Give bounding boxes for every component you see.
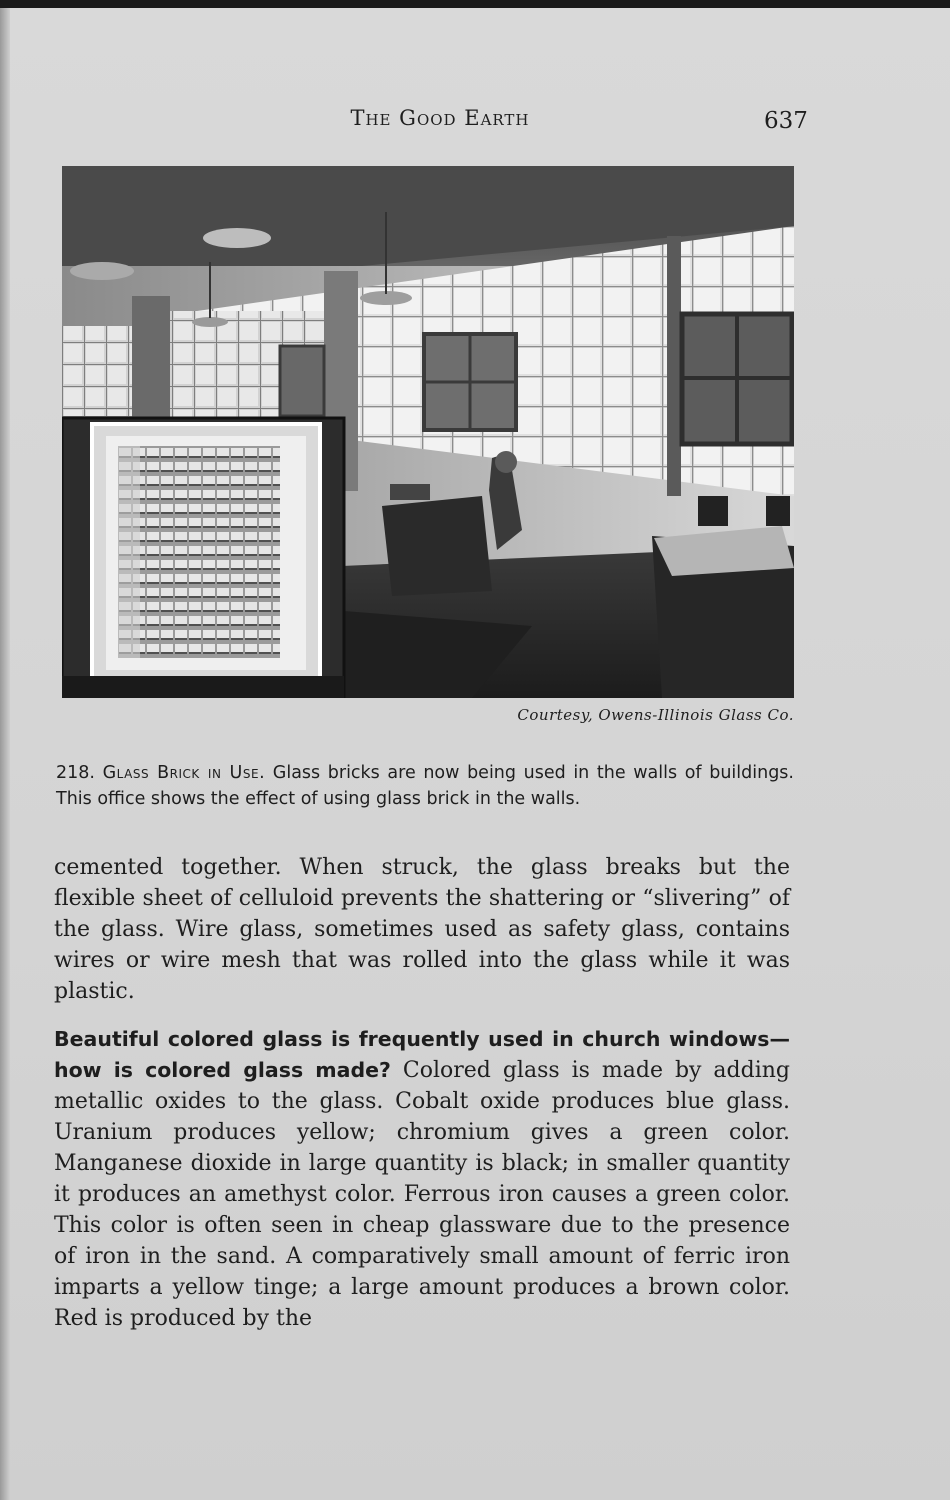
paragraph-lead-question: Beautiful colored glass is frequently used in church windows—how is colored glass made?: [54, 1027, 790, 1082]
photo-credit: Courtesy, Owens-Illinois Glass Co.: [517, 706, 794, 724]
figure-photo: [62, 166, 794, 698]
office-photo-illustration: [62, 166, 794, 698]
page-gutter-shadow: [0, 8, 10, 1500]
body-paragraph-1: cemented together. When struck, the glass breaks but the flexible sheet of celluloid prevents the shattering or “slivering” of the glass. Wire glass, sometimes used as safety glass, contains wires or wire mesh that was rolled into the glass while it was plastic.: [54, 855, 790, 1004]
scan-top-edge: [0, 0, 950, 8]
caption-number: 218.: [56, 763, 95, 783]
caption-title: Glass Brick in Use.: [102, 763, 266, 783]
page-number: 637: [764, 108, 808, 134]
body-paragraph-2: [54, 1024, 790, 1334]
figure-caption: [56, 760, 794, 812]
paragraph-2-text: Colored glass is made by adding metallic oxides to the glass. Cobalt oxide produces blue glass. Uranium produces yellow; chromium gives a green color. Manganese dioxide in large quantity is black; in smaller quantity it produces an amethyst color. Ferrous iron causes a green color. This color is often seen in cheap glassware due to the presence of iron in the sand. A comparatively small amount of ferric iron imparts a yellow tinge; a large amount produces a brown color. Red is produced by the: [54, 1058, 790, 1331]
running-head: The Good Earth: [350, 106, 530, 130]
caption-text: Glass bricks are now being used in the walls of buildings. This office shows the effect of using glass brick in the walls.: [56, 763, 794, 809]
